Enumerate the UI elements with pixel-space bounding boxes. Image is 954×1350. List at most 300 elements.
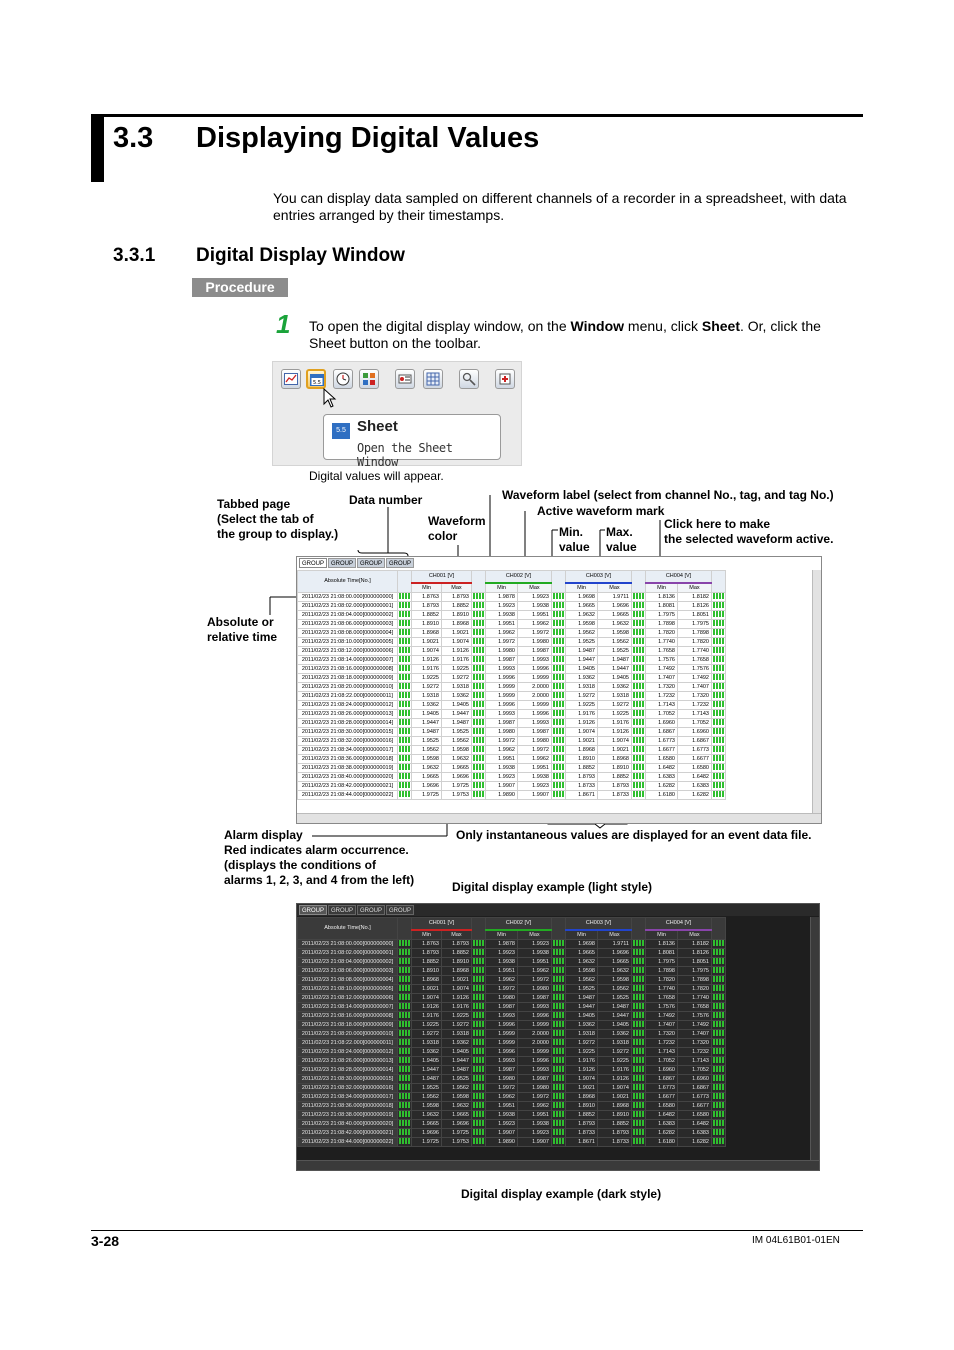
table-row[interactable] <box>298 1020 726 1029</box>
table-row[interactable] <box>298 628 726 637</box>
time-cell: 2011/02/23 21:08:26.000[000000013] <box>298 1056 398 1065</box>
min-cell: 1.6580 <box>646 1101 678 1110</box>
max-cell: 1.9225 <box>598 1056 632 1065</box>
table-row[interactable] <box>298 682 726 691</box>
alarm-bars-icon <box>473 967 484 973</box>
table-row[interactable] <box>298 700 726 709</box>
min-cell: 1.9176 <box>412 664 442 673</box>
table-row[interactable] <box>298 1002 726 1011</box>
alarm-bars-icon <box>633 1066 644 1072</box>
min-cell: 1.8136 <box>646 592 678 601</box>
channel-header[interactable]: CH002 [V] <box>486 918 552 930</box>
max-cell: 1.6482 <box>678 772 712 781</box>
alarm-bars-icon <box>473 764 484 770</box>
min-cell: 1.9996 <box>486 1047 518 1056</box>
alarm-cell <box>552 610 566 619</box>
alarm-cell <box>398 984 412 993</box>
table-row[interactable] <box>298 1065 726 1074</box>
table-row[interactable] <box>298 939 726 948</box>
alarm-bars-icon <box>399 1039 410 1045</box>
time-cell: 2011/02/23 21:08:18.000[000000009] <box>298 673 398 682</box>
alarm-bars-icon <box>399 1138 410 1144</box>
alarm-bars-icon <box>633 1093 644 1099</box>
min-cell: 1.9890 <box>486 790 518 799</box>
alarm-cell <box>712 1002 726 1011</box>
min-cell: 1.9176 <box>566 1056 598 1065</box>
alarm-bars-icon <box>713 773 724 779</box>
tab-group-1[interactable]: GROUP <box>299 558 327 568</box>
max-cell: 1.9972 <box>518 1092 552 1101</box>
time-cell: 2011/02/23 21:08:42.000[000000021] <box>298 1128 398 1137</box>
max-cell: 1.9951 <box>518 1110 552 1119</box>
max-cell: 1.9272 <box>442 1020 472 1029</box>
alarm-cell <box>712 700 726 709</box>
min-cell: 1.7820 <box>646 628 678 637</box>
channel-header[interactable]: CH002 [V] <box>486 571 552 583</box>
min-cell: 1.9525 <box>412 736 442 745</box>
time-header[interactable]: Absolute Time[No.] <box>298 918 398 940</box>
alarm-bars-icon <box>713 746 724 752</box>
table-row[interactable] <box>298 1083 726 1092</box>
table-row[interactable] <box>298 1011 726 1020</box>
channel-header[interactable]: CH004 [V] <box>646 918 712 930</box>
max-cell: 1.8968 <box>442 966 472 975</box>
min-cell: 1.8081 <box>646 601 678 610</box>
table-row[interactable] <box>298 754 726 763</box>
alarm-cell <box>712 1029 726 1038</box>
alarm-bars-icon <box>399 701 410 707</box>
max-cell: 1.9632 <box>598 966 632 975</box>
max-cell: 1.9907 <box>518 1137 552 1146</box>
min-cell: 1.7740 <box>646 637 678 646</box>
min-cell: 1.9632 <box>566 957 598 966</box>
alarm-cell <box>552 655 566 664</box>
alarm-cell <box>632 592 646 601</box>
min-cell: 1.9972 <box>486 637 518 646</box>
alarm-bars-icon <box>473 710 484 716</box>
alarm-bars-icon <box>633 1021 644 1027</box>
table-row[interactable] <box>298 966 726 975</box>
alarm-cell <box>712 1083 726 1092</box>
alarm-bars-icon <box>713 985 724 991</box>
table-row[interactable] <box>298 664 726 673</box>
alarm-cell <box>632 637 646 646</box>
alarm-bars-icon <box>553 593 564 599</box>
min-cell: 1.7143 <box>646 700 678 709</box>
time-header[interactable]: Absolute Time[No.] <box>298 571 398 593</box>
table-row[interactable] <box>298 727 726 736</box>
alarm-bars-icon <box>473 994 484 1000</box>
alarm-cell <box>632 1110 646 1119</box>
table-row[interactable] <box>298 975 726 984</box>
alarm-cell <box>712 1047 726 1056</box>
alarm-bars-icon <box>473 940 484 946</box>
max-cell: 1.9951 <box>518 763 552 772</box>
min-cell: 1.7492 <box>646 664 678 673</box>
alarm-cell <box>552 1074 566 1083</box>
alarm-cell <box>472 619 486 628</box>
time-cell: 2011/02/23 21:08:04.000[000000002] <box>298 610 398 619</box>
alarm-bars-icon <box>399 1057 410 1063</box>
min-cell: 1.9447 <box>412 1065 442 1074</box>
table-row[interactable] <box>298 993 726 1002</box>
min-cell: 1.9126 <box>412 655 442 664</box>
max-header: Max <box>678 930 712 940</box>
annotation-line: Waveform <box>428 514 486 528</box>
min-cell: 1.8793 <box>412 601 442 610</box>
time-cell: 2011/02/23 21:08:44.000[000000022] <box>298 790 398 799</box>
min-cell: 1.9525 <box>566 637 598 646</box>
annotation-line: Max. <box>606 525 633 539</box>
alarm-bars-icon <box>399 683 410 689</box>
table-row[interactable] <box>298 1110 726 1119</box>
alarm-bars-icon <box>553 683 564 689</box>
alarm-bars-icon <box>473 1030 484 1036</box>
time-cell: 2011/02/23 21:08:36.000[000000018] <box>298 754 398 763</box>
table-row[interactable] <box>298 781 726 790</box>
alarm-cell <box>472 673 486 682</box>
table-row[interactable] <box>298 1029 726 1038</box>
max-cell: 1.9938 <box>518 948 552 957</box>
channel-header[interactable]: CH004 [V] <box>646 571 712 583</box>
min-cell: 1.9074 <box>566 1074 598 1083</box>
alarm-bars-icon <box>473 1129 484 1135</box>
alarm-cell <box>712 939 726 948</box>
alarm-cell <box>472 754 486 763</box>
alarm-cell <box>398 1020 412 1029</box>
min-cell: 1.9525 <box>566 984 598 993</box>
min-cell: 1.7320 <box>646 1029 678 1038</box>
channel-header[interactable]: CH001 [V] <box>412 918 472 930</box>
min-cell: 1.6773 <box>646 1083 678 1092</box>
annotation-line: the selected waveform active. <box>664 532 834 546</box>
min-header: Min <box>566 583 598 593</box>
table-row[interactable] <box>298 592 726 601</box>
max-cell: 1.9074 <box>598 736 632 745</box>
alarm-bars-icon <box>399 1111 410 1117</box>
min-cell: 1.9962 <box>486 745 518 754</box>
max-cell: 1.8182 <box>678 592 712 601</box>
table-row[interactable] <box>298 1128 726 1137</box>
alarm-bars-icon <box>713 665 724 671</box>
min-cell: 1.9487 <box>412 1074 442 1083</box>
alarm-cell <box>552 592 566 601</box>
alarm-cell <box>552 1128 566 1137</box>
tab-group-4[interactable]: GROUP <box>386 905 414 915</box>
table-row[interactable] <box>298 1092 726 1101</box>
alarm-cell <box>472 1119 486 1128</box>
alarm-cell <box>472 790 486 799</box>
alarm-bars-icon <box>399 647 410 653</box>
table-row[interactable] <box>298 709 726 718</box>
min-cell: 1.9980 <box>486 1074 518 1083</box>
alarm-cell <box>632 1029 646 1038</box>
min-cell: 1.9993 <box>486 1056 518 1065</box>
max-cell: 2.0000 <box>518 691 552 700</box>
max-cell: 1.9753 <box>442 790 472 799</box>
table-row[interactable] <box>298 763 726 772</box>
max-cell: 1.9225 <box>442 664 472 673</box>
vertical-scrollbar[interactable] <box>812 570 821 813</box>
alarm-bars-icon <box>713 1003 724 1009</box>
alarm-cell <box>472 966 486 975</box>
alarm-bars-icon <box>633 737 644 743</box>
table-row[interactable] <box>298 957 726 966</box>
tab-group-2[interactable]: GROUP <box>328 905 356 915</box>
max-cell: 1.9923 <box>518 1128 552 1137</box>
table-row[interactable] <box>298 601 726 610</box>
min-cell: 1.9021 <box>566 736 598 745</box>
channel-header[interactable]: CH003 [V] <box>566 918 632 930</box>
alarm-bars-icon <box>553 1084 564 1090</box>
max-cell: 1.9021 <box>598 745 632 754</box>
alarm-bars-icon <box>473 1057 484 1063</box>
max-cell: 1.9362 <box>598 682 632 691</box>
table-row[interactable] <box>298 673 726 682</box>
alarm-cell <box>472 939 486 948</box>
time-cell: 2011/02/23 21:08:08.000[000000004] <box>298 975 398 984</box>
alarm-cell <box>552 993 566 1002</box>
alarm-cell <box>398 1029 412 1038</box>
time-cell: 2011/02/23 21:08:14.000[000000007] <box>298 655 398 664</box>
table-row[interactable] <box>298 1119 726 1128</box>
alarm-bars-icon <box>553 1066 564 1072</box>
min-cell: 1.9972 <box>486 736 518 745</box>
alarm-bars-icon <box>473 1039 484 1045</box>
annotation-line: the group to display.) <box>217 527 339 541</box>
alarm-bars-icon <box>713 940 724 946</box>
alarm-cell <box>472 1092 486 1101</box>
max-cell: 1.9362 <box>598 1029 632 1038</box>
table-row[interactable] <box>298 948 726 957</box>
sheet-icon-text: 5.5 <box>313 380 321 386</box>
alarm-cell <box>712 975 726 984</box>
alarm-cell <box>398 1074 412 1083</box>
alarm-bars-icon <box>553 1111 564 1117</box>
alarm-cell <box>472 1002 486 1011</box>
intro-paragraph: You can display data sampled on different channels of a recorder in a spreadsheet, with data entries arranged by their timestamps. <box>273 190 847 223</box>
alarm-cell <box>472 592 486 601</box>
alarm-cell <box>552 1020 566 1029</box>
tab-group-2[interactable]: GROUP <box>328 558 356 568</box>
alarm-cell <box>632 1002 646 1011</box>
max-cell: 1.9980 <box>518 736 552 745</box>
table-row[interactable] <box>298 646 726 655</box>
max-cell: 1.7052 <box>678 1065 712 1074</box>
min-cell: 1.9598 <box>566 966 598 975</box>
table-row[interactable] <box>298 1137 726 1146</box>
alarm-bars-icon <box>713 1030 724 1036</box>
min-cell: 1.9993 <box>486 664 518 673</box>
min-cell: 1.9987 <box>486 655 518 664</box>
min-cell: 1.9996 <box>486 700 518 709</box>
max-cell: 1.9980 <box>518 984 552 993</box>
alarm-bars-icon <box>633 629 644 635</box>
table-row[interactable] <box>298 790 726 799</box>
table-row[interactable] <box>298 772 726 781</box>
alarm-bars-icon <box>473 683 484 689</box>
alarm-bars-icon <box>553 638 564 644</box>
min-cell: 1.6282 <box>646 1128 678 1137</box>
max-cell: 1.9562 <box>442 736 472 745</box>
table-row[interactable] <box>298 1038 726 1047</box>
max-header: Max <box>442 930 472 940</box>
alarm-cell <box>398 601 412 610</box>
alarm-cell <box>552 664 566 673</box>
max-cell: 1.8910 <box>442 957 472 966</box>
alarm-bars-icon <box>633 683 644 689</box>
max-cell: 1.9962 <box>518 754 552 763</box>
table-row[interactable] <box>298 1047 726 1056</box>
max-cell: 1.7898 <box>678 975 712 984</box>
min-cell: 1.9938 <box>486 957 518 966</box>
alarm-cell <box>552 957 566 966</box>
table-row[interactable] <box>298 718 726 727</box>
alarm-bars-icon <box>399 949 410 955</box>
min-cell: 1.7407 <box>646 1020 678 1029</box>
max-cell: 1.9598 <box>598 628 632 637</box>
max-cell: 1.6773 <box>678 745 712 754</box>
min-cell: 1.9525 <box>412 1083 442 1092</box>
alarm-bars-icon <box>553 1021 564 1027</box>
alarm-cell <box>632 975 646 984</box>
table-row[interactable] <box>298 745 726 754</box>
alarm-bars-icon <box>553 949 564 955</box>
alarm-cell <box>632 628 646 637</box>
max-cell: 1.6383 <box>678 1128 712 1137</box>
table-row[interactable] <box>298 1101 726 1110</box>
alarm-cell <box>712 610 726 619</box>
alarm-bars-icon <box>633 638 644 644</box>
alarm-bars-icon <box>713 958 724 964</box>
max-cell: 1.9405 <box>442 1047 472 1056</box>
alarm-bars-icon <box>399 746 410 752</box>
tab-group-3[interactable]: GROUP <box>357 558 385 568</box>
alarm-bars-icon <box>553 764 564 770</box>
alarm-cell <box>552 781 566 790</box>
min-cell: 1.9665 <box>412 772 442 781</box>
alarm-bars-icon <box>633 611 644 617</box>
max-cell: 2.0000 <box>518 1038 552 1047</box>
alarm-cell <box>632 1047 646 1056</box>
table-row[interactable] <box>298 984 726 993</box>
alarm-bars-icon <box>633 665 644 671</box>
time-cell: 2011/02/23 21:08:28.000[000000014] <box>298 1065 398 1074</box>
alarm-bars-icon <box>713 1066 724 1072</box>
min-cell: 1.9318 <box>566 1029 598 1038</box>
min-cell: 1.6960 <box>646 718 678 727</box>
table-row[interactable] <box>298 610 726 619</box>
alarm-cell <box>398 718 412 727</box>
tab-group-3[interactable]: GROUP <box>357 905 385 915</box>
max-cell: 1.9487 <box>598 655 632 664</box>
alarm-cell <box>398 592 412 601</box>
max-cell: 1.7492 <box>678 673 712 682</box>
channel-header[interactable]: CH001 [V] <box>412 571 472 583</box>
time-cell: 2011/02/23 21:08:30.000[000000015] <box>298 727 398 736</box>
alarm-bars-icon <box>473 1138 484 1144</box>
alarm-cell <box>712 664 726 673</box>
alarm-bars-icon <box>633 1003 644 1009</box>
alarm-bars-icon <box>553 773 564 779</box>
min-cell: 1.9980 <box>486 646 518 655</box>
alarm-bars-icon <box>713 967 724 973</box>
max-cell: 1.9923 <box>518 939 552 948</box>
alarm-cell <box>552 1038 566 1047</box>
tab-group-1[interactable]: GROUP <box>299 905 327 915</box>
alarm-cell <box>632 691 646 700</box>
time-cell: 2011/02/23 21:08:28.000[000000014] <box>298 718 398 727</box>
alarm-bars-icon <box>553 1012 564 1018</box>
table-row[interactable] <box>298 637 726 646</box>
max-cell: 1.9562 <box>442 1083 472 1092</box>
channel-header[interactable]: CH003 [V] <box>566 571 632 583</box>
max-cell: 1.9993 <box>518 1002 552 1011</box>
min-cell: 1.9999 <box>486 682 518 691</box>
table-row[interactable] <box>298 655 726 664</box>
alarm-bars-icon <box>473 1021 484 1027</box>
min-cell: 1.9598 <box>412 754 442 763</box>
alarm-bars-icon <box>399 1120 410 1126</box>
alarm-cell <box>552 763 566 772</box>
min-cell: 1.7740 <box>646 984 678 993</box>
max-cell: 1.9665 <box>442 763 472 772</box>
alarm-bars-icon <box>713 647 724 653</box>
min-cell: 1.9405 <box>566 1011 598 1020</box>
alarm-cell <box>552 1047 566 1056</box>
min-cell: 1.9962 <box>486 628 518 637</box>
alarm-cell <box>632 1074 646 1083</box>
alarm-bars-icon <box>473 638 484 644</box>
alarm-cell <box>552 975 566 984</box>
sheet-light <box>296 556 822 824</box>
horizontal-scrollbar[interactable] <box>297 1160 819 1170</box>
alarm-bars-icon <box>553 782 564 788</box>
max-cell: 1.9696 <box>598 601 632 610</box>
vertical-scrollbar[interactable] <box>810 917 819 1160</box>
alarm-cell <box>398 763 412 772</box>
min-cell: 1.9362 <box>412 700 442 709</box>
alarm-bars-icon <box>713 638 724 644</box>
min-cell: 1.7052 <box>646 709 678 718</box>
horizontal-scrollbar[interactable] <box>297 813 821 823</box>
max-cell: 1.7143 <box>678 709 712 718</box>
tab-group-4[interactable]: GROUP <box>386 558 414 568</box>
table-row[interactable] <box>298 691 726 700</box>
alarm-bars-icon <box>633 1084 644 1090</box>
alarm-cell <box>472 975 486 984</box>
min-cell: 1.8852 <box>566 763 598 772</box>
table-row[interactable] <box>298 1056 726 1065</box>
max-cell: 1.9999 <box>518 673 552 682</box>
header-row <box>298 918 726 930</box>
min-cell: 1.7320 <box>646 682 678 691</box>
alarm-cell <box>632 1128 646 1137</box>
alarm-cell <box>398 736 412 745</box>
max-cell: 1.7407 <box>678 1029 712 1038</box>
alarm-bars-icon <box>399 1129 410 1135</box>
alarm-cell <box>712 772 726 781</box>
table-row[interactable] <box>298 736 726 745</box>
max-cell: 1.9525 <box>598 993 632 1002</box>
table-row[interactable] <box>298 619 726 628</box>
subsection-title: Digital Display Window <box>196 245 405 266</box>
min-header: Min <box>646 930 678 940</box>
table-row[interactable] <box>298 1074 726 1083</box>
min-cell: 1.6180 <box>646 1137 678 1146</box>
min-cell: 1.8793 <box>412 948 442 957</box>
time-cell: 2011/02/23 21:08:22.000[000000011] <box>298 1038 398 1047</box>
